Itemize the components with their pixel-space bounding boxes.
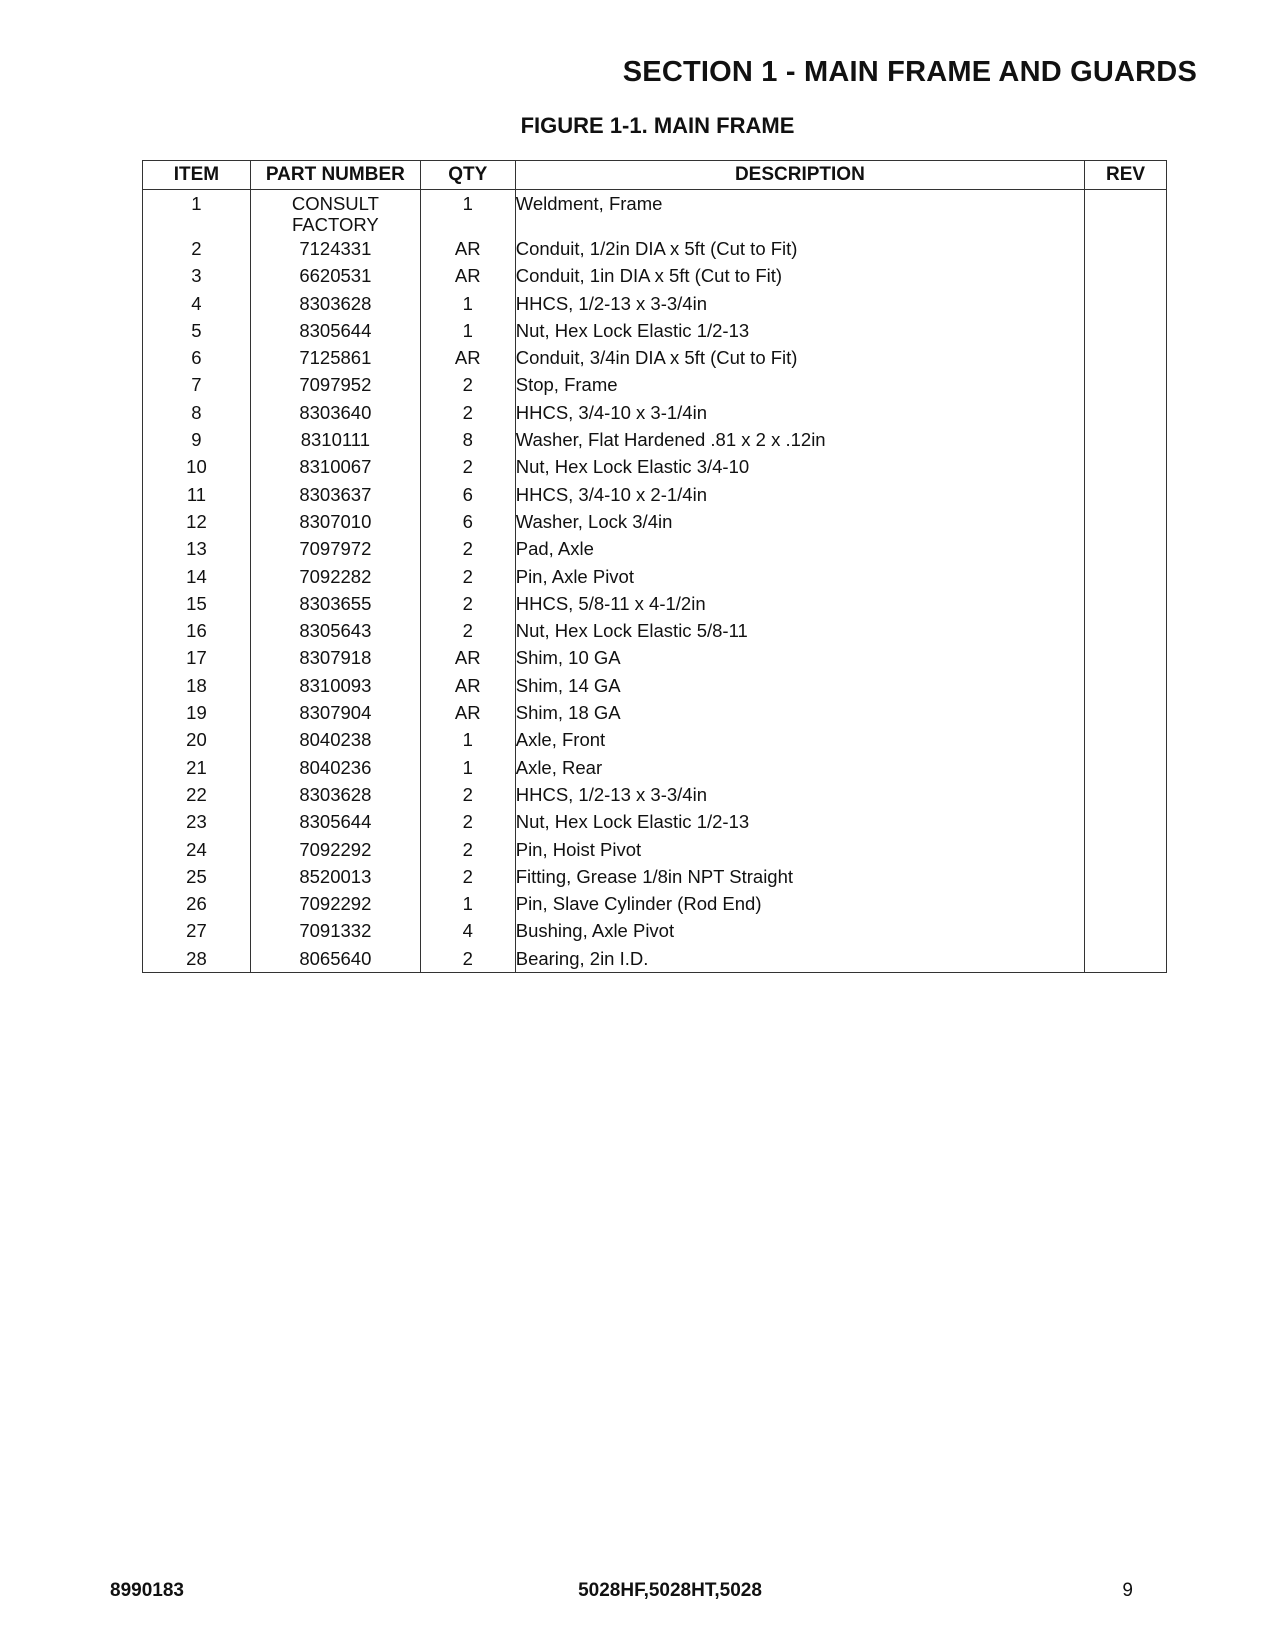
item-cell: 19	[143, 699, 251, 726]
rev-cell	[1085, 508, 1167, 535]
table-row	[143, 726, 1167, 753]
rev-cell	[1085, 235, 1167, 262]
description-cell: Nut, Hex Lock Elastic 1/2-13	[515, 808, 1084, 835]
description-cell: Nut, Hex Lock Elastic 5/8-11	[515, 617, 1084, 644]
table-row	[143, 235, 1167, 262]
table-header-row	[143, 161, 1167, 190]
footer-models: 5028HF,5028HT,5028	[578, 1580, 762, 1601]
footer-page-number: 9	[1122, 1580, 1133, 1601]
qty-cell: 2	[420, 836, 515, 863]
part-number-cell: 7097952	[250, 371, 420, 398]
table-row	[143, 508, 1167, 535]
qty-cell: 2	[420, 781, 515, 808]
part-number-cell: 8307010	[250, 508, 420, 535]
description-cell: Pin, Axle Pivot	[515, 563, 1084, 590]
qty-cell: AR	[420, 344, 515, 371]
qty-cell: 2	[420, 535, 515, 562]
qty-cell: 2	[420, 945, 515, 972]
item-cell: 20	[143, 726, 251, 753]
item-cell: 5	[143, 317, 251, 344]
rev-cell	[1085, 426, 1167, 453]
table-row	[143, 399, 1167, 426]
part-number-cell: 8310093	[250, 672, 420, 699]
description-cell: Conduit, 3/4in DIA x 5ft (Cut to Fit)	[515, 344, 1084, 371]
qty-cell: 2	[420, 590, 515, 617]
qty-cell: 1	[420, 754, 515, 781]
table-row	[143, 781, 1167, 808]
table-row	[143, 672, 1167, 699]
qty-cell: 1	[420, 190, 515, 236]
rev-cell	[1085, 590, 1167, 617]
item-cell: 7	[143, 371, 251, 398]
table-row	[143, 453, 1167, 480]
description-cell: Nut, Hex Lock Elastic 1/2-13	[515, 317, 1084, 344]
description-cell: Weldment, Frame	[515, 190, 1084, 236]
part-number-cell: 7092282	[250, 563, 420, 590]
item-cell: 23	[143, 808, 251, 835]
rev-cell	[1085, 808, 1167, 835]
description-cell: Conduit, 1/2in DIA x 5ft (Cut to Fit)	[515, 235, 1084, 262]
part-number-cell: CONSULT FACTORY	[250, 190, 420, 236]
figure-title: FIGURE 1-1. MAIN FRAME	[520, 113, 795, 138]
rev-cell	[1085, 754, 1167, 781]
table-row	[143, 754, 1167, 781]
part-number-cell: 8303640	[250, 399, 420, 426]
part-number-cell: 8307904	[250, 699, 420, 726]
rev-cell	[1085, 672, 1167, 699]
table-row	[143, 317, 1167, 344]
description-cell: Washer, Lock 3/4in	[515, 508, 1084, 535]
item-cell: 24	[143, 836, 251, 863]
part-number-cell: 8305643	[250, 617, 420, 644]
qty-cell: 1	[420, 317, 515, 344]
description-cell: Shim, 10 GA	[515, 644, 1084, 671]
description-cell: Bearing, 2in I.D.	[515, 945, 1084, 972]
rev-cell	[1085, 453, 1167, 480]
header-rev: REV	[1085, 161, 1167, 190]
item-cell: 9	[143, 426, 251, 453]
part-number-cell: 7092292	[250, 890, 420, 917]
qty-cell: 2	[420, 863, 515, 890]
item-cell: 16	[143, 617, 251, 644]
description-cell: HHCS, 1/2-13 x 3-3/4in	[515, 781, 1084, 808]
qty-cell: 6	[420, 481, 515, 508]
rev-cell	[1085, 863, 1167, 890]
qty-cell: 2	[420, 617, 515, 644]
qty-cell: 2	[420, 399, 515, 426]
part-number-cell: 8040238	[250, 726, 420, 753]
table-row	[143, 590, 1167, 617]
item-cell: 18	[143, 672, 251, 699]
table-row	[143, 644, 1167, 671]
item-cell: 13	[143, 535, 251, 562]
qty-cell: 2	[420, 563, 515, 590]
table-row	[143, 699, 1167, 726]
part-number-cell: 8303655	[250, 590, 420, 617]
description-cell: Axle, Front	[515, 726, 1084, 753]
header-part-number: PART NUMBER	[250, 161, 420, 190]
qty-cell: 1	[420, 726, 515, 753]
rev-cell	[1085, 262, 1167, 289]
description-cell: Pin, Hoist Pivot	[515, 836, 1084, 863]
description-cell: Shim, 18 GA	[515, 699, 1084, 726]
rev-cell	[1085, 699, 1167, 726]
description-cell: Shim, 14 GA	[515, 672, 1084, 699]
header-item: ITEM	[143, 161, 251, 190]
parts-table-body	[143, 190, 1167, 973]
table-row	[143, 344, 1167, 371]
item-cell: 14	[143, 563, 251, 590]
table-row	[143, 190, 1167, 236]
item-cell: 21	[143, 754, 251, 781]
rev-cell	[1085, 481, 1167, 508]
qty-cell: 1	[420, 890, 515, 917]
item-cell: 4	[143, 290, 251, 317]
table-row	[143, 290, 1167, 317]
part-number-cell: 8303628	[250, 290, 420, 317]
item-cell: 3	[143, 262, 251, 289]
description-cell: Washer, Flat Hardened .81 x 2 x .12in	[515, 426, 1084, 453]
description-cell: Pad, Axle	[515, 535, 1084, 562]
table-row	[143, 371, 1167, 398]
header-description: DESCRIPTION	[515, 161, 1084, 190]
part-number-cell: 7092292	[250, 836, 420, 863]
rev-cell	[1085, 644, 1167, 671]
rev-cell	[1085, 836, 1167, 863]
qty-cell: AR	[420, 235, 515, 262]
description-cell: Pin, Slave Cylinder (Rod End)	[515, 890, 1084, 917]
description-cell: Fitting, Grease 1/8in NPT Straight	[515, 863, 1084, 890]
qty-cell: 2	[420, 371, 515, 398]
table-row	[143, 426, 1167, 453]
table-row	[143, 808, 1167, 835]
qty-cell: 1	[420, 290, 515, 317]
parts-table	[142, 160, 1167, 973]
rev-cell	[1085, 371, 1167, 398]
rev-cell	[1085, 726, 1167, 753]
description-cell: Stop, Frame	[515, 371, 1084, 398]
rev-cell	[1085, 617, 1167, 644]
part-number-cell: 6620531	[250, 262, 420, 289]
qty-cell: 6	[420, 508, 515, 535]
part-number-cell: 7091332	[250, 917, 420, 944]
table-row	[143, 617, 1167, 644]
table-row	[143, 481, 1167, 508]
description-cell: HHCS, 3/4-10 x 3-1/4in	[515, 399, 1084, 426]
part-number-cell: 7097972	[250, 535, 420, 562]
qty-cell: AR	[420, 699, 515, 726]
qty-cell: 8	[420, 426, 515, 453]
part-number-cell: 8040236	[250, 754, 420, 781]
item-cell: 10	[143, 453, 251, 480]
table-row	[143, 890, 1167, 917]
table-row	[143, 917, 1167, 944]
qty-cell: AR	[420, 644, 515, 671]
qty-cell: AR	[420, 262, 515, 289]
part-number-cell: 8303637	[250, 481, 420, 508]
description-cell: Bushing, Axle Pivot	[515, 917, 1084, 944]
item-cell: 26	[143, 890, 251, 917]
rev-cell	[1085, 190, 1167, 236]
part-number-cell: 8305644	[250, 317, 420, 344]
item-cell: 1	[143, 190, 251, 236]
description-cell: Nut, Hex Lock Elastic 3/4-10	[515, 453, 1084, 480]
rev-cell	[1085, 399, 1167, 426]
rev-cell	[1085, 344, 1167, 371]
header-qty: QTY	[420, 161, 515, 190]
table-row	[143, 535, 1167, 562]
table-row	[143, 836, 1167, 863]
part-number-cell: 8065640	[250, 945, 420, 972]
description-cell: HHCS, 1/2-13 x 3-3/4in	[515, 290, 1084, 317]
part-number-cell: 8310067	[250, 453, 420, 480]
rev-cell	[1085, 890, 1167, 917]
qty-cell: 4	[420, 917, 515, 944]
item-cell: 2	[143, 235, 251, 262]
description-cell: HHCS, 3/4-10 x 2-1/4in	[515, 481, 1084, 508]
item-cell: 17	[143, 644, 251, 671]
item-cell: 15	[143, 590, 251, 617]
rev-cell	[1085, 317, 1167, 344]
rev-cell	[1085, 290, 1167, 317]
item-cell: 27	[143, 917, 251, 944]
table-row	[143, 863, 1167, 890]
item-cell: 25	[143, 863, 251, 890]
table-row	[143, 262, 1167, 289]
rev-cell	[1085, 917, 1167, 944]
description-cell: HHCS, 5/8-11 x 4-1/2in	[515, 590, 1084, 617]
part-number-cell: 7125861	[250, 344, 420, 371]
part-number-cell: 8307918	[250, 644, 420, 671]
rev-cell	[1085, 945, 1167, 972]
table-row	[143, 563, 1167, 590]
item-cell: 8	[143, 399, 251, 426]
qty-cell: 2	[420, 453, 515, 480]
part-number-cell: 8305644	[250, 808, 420, 835]
rev-cell	[1085, 535, 1167, 562]
description-cell: Conduit, 1in DIA x 5ft (Cut to Fit)	[515, 262, 1084, 289]
part-number-cell: 8303628	[250, 781, 420, 808]
qty-cell: 2	[420, 808, 515, 835]
table-row	[143, 945, 1167, 972]
item-cell: 12	[143, 508, 251, 535]
item-cell: 11	[143, 481, 251, 508]
footer-doc-number: 8990183	[110, 1580, 184, 1601]
item-cell: 22	[143, 781, 251, 808]
part-number-cell: 7124331	[250, 235, 420, 262]
item-cell: 28	[143, 945, 251, 972]
description-cell: Axle, Rear	[515, 754, 1084, 781]
part-number-cell: 8310111	[250, 426, 420, 453]
section-title: SECTION 1 - MAIN FRAME AND GUARDS	[622, 56, 1197, 88]
part-number-cell: 8520013	[250, 863, 420, 890]
item-cell: 6	[143, 344, 251, 371]
qty-cell: AR	[420, 672, 515, 699]
rev-cell	[1085, 563, 1167, 590]
rev-cell	[1085, 781, 1167, 808]
